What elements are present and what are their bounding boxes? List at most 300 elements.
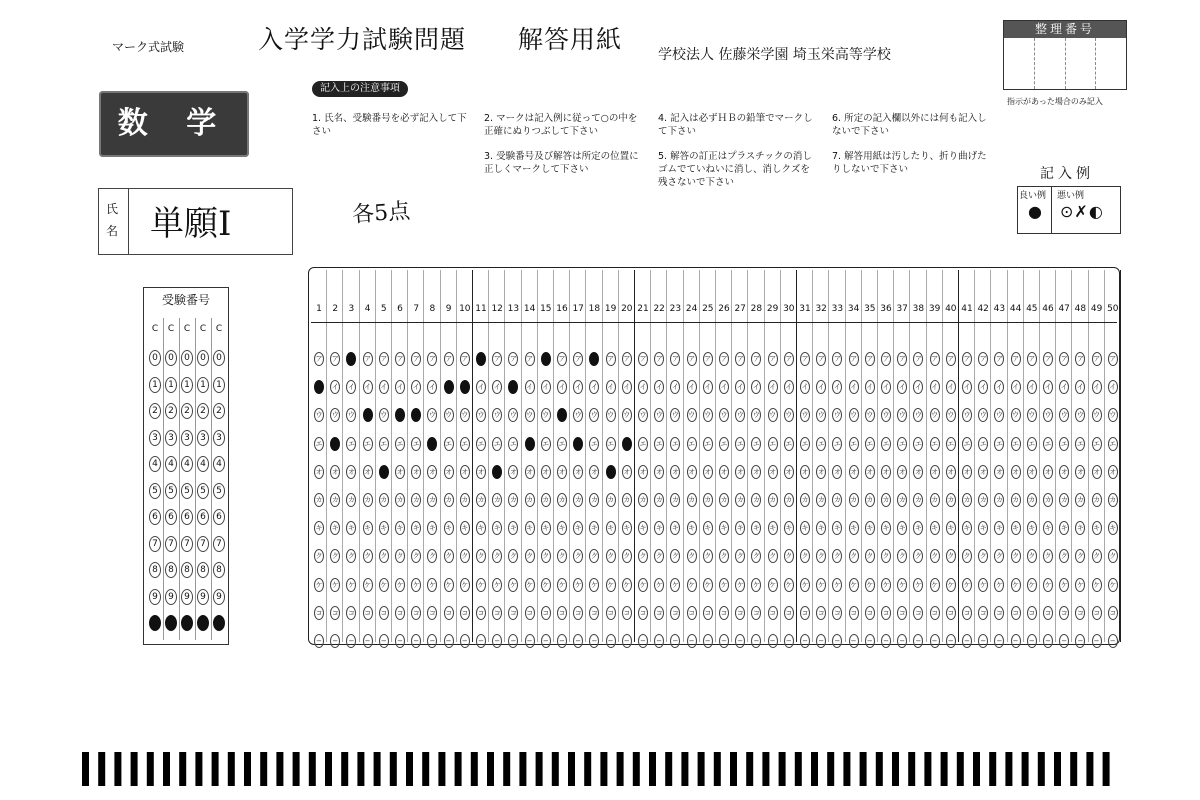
answer-bubble[interactable]: カ (654, 493, 664, 507)
exam-digit-bubble[interactable]: 8 (149, 562, 161, 578)
answer-bubble[interactable]: − (589, 634, 599, 648)
answer-bubble[interactable]: − (719, 634, 729, 648)
answer-bubble[interactable]: オ (1059, 465, 1069, 479)
answer-bubble[interactable]: イ (978, 380, 988, 394)
answer-bubble[interactable]: ク (460, 549, 470, 563)
answer-bubble[interactable]: エ (379, 437, 389, 451)
answer-bubble[interactable]: − (1108, 634, 1118, 648)
answer-bubble[interactable]: オ (638, 465, 648, 479)
answer-bubble[interactable]: オ (508, 465, 518, 479)
answer-bubble[interactable]: オ (962, 465, 972, 479)
answer-bubble[interactable]: ア (881, 352, 891, 366)
answer-bubble[interactable]: ケ (411, 578, 421, 592)
answer-bubble[interactable]: オ (768, 465, 778, 479)
answer-bubble[interactable]: オ (314, 465, 324, 479)
answer-bubble[interactable]: エ (330, 437, 340, 451)
answer-bubble[interactable]: イ (670, 380, 680, 394)
answer-bubble[interactable]: カ (557, 493, 567, 507)
answer-bubble[interactable]: ク (1011, 549, 1021, 563)
answer-bubble[interactable]: カ (444, 493, 454, 507)
answer-bubble[interactable]: カ (638, 493, 648, 507)
answer-bubble[interactable]: エ (508, 437, 518, 451)
exam-digit-bubble[interactable]: 9 (197, 589, 209, 605)
answer-bubble[interactable]: コ (913, 606, 923, 620)
answer-bubble[interactable]: ア (654, 352, 664, 366)
answer-bubble[interactable]: ウ (589, 408, 599, 422)
answer-bubble[interactable]: カ (476, 493, 486, 507)
answer-bubble[interactable]: イ (719, 380, 729, 394)
answer-bubble[interactable]: − (460, 634, 470, 648)
answer-bubble[interactable]: ア (994, 352, 1004, 366)
answer-bubble[interactable]: コ (573, 606, 583, 620)
answer-bubble[interactable]: エ (492, 437, 502, 451)
answer-bubble[interactable]: エ (703, 437, 713, 451)
exam-digit-bubble[interactable]: 8 (197, 562, 209, 578)
answer-bubble[interactable]: ク (768, 549, 778, 563)
exam-digit-bubble[interactable]: 1 (197, 377, 209, 393)
exam-digit-bubble[interactable]: 8 (181, 562, 193, 578)
answer-bubble[interactable]: オ (557, 465, 567, 479)
answer-bubble[interactable]: − (638, 634, 648, 648)
answer-bubble[interactable]: ク (1092, 549, 1102, 563)
answer-bubble[interactable]: コ (670, 606, 680, 620)
answer-bubble[interactable]: カ (881, 493, 891, 507)
answer-bubble[interactable]: ア (735, 352, 745, 366)
answer-bubble[interactable]: コ (1059, 606, 1069, 620)
answer-bubble[interactable]: オ (379, 465, 389, 479)
answer-bubble[interactable]: − (670, 634, 680, 648)
answer-bubble[interactable]: − (330, 634, 340, 648)
answer-bubble[interactable]: ク (751, 549, 761, 563)
answer-bubble[interactable]: ア (1011, 352, 1021, 366)
answer-bubble[interactable]: カ (751, 493, 761, 507)
answer-bubble[interactable]: エ (768, 437, 778, 451)
answer-bubble[interactable]: コ (946, 606, 956, 620)
answer-bubble[interactable]: キ (411, 521, 421, 535)
answer-bubble[interactable]: ア (395, 352, 405, 366)
answer-bubble[interactable]: コ (427, 606, 437, 620)
answer-bubble[interactable]: ク (849, 549, 859, 563)
answer-bubble[interactable]: カ (395, 493, 405, 507)
answer-bubble[interactable]: ウ (476, 408, 486, 422)
answer-bubble[interactable]: オ (913, 465, 923, 479)
exam-digit-bubble[interactable]: 7 (165, 536, 177, 552)
answer-bubble[interactable]: ウ (379, 408, 389, 422)
answer-bubble[interactable]: キ (427, 521, 437, 535)
answer-bubble[interactable]: ケ (557, 578, 567, 592)
answer-bubble[interactable]: ウ (1075, 408, 1085, 422)
answer-bubble[interactable]: イ (573, 380, 583, 394)
answer-bubble[interactable]: イ (1108, 380, 1118, 394)
answer-bubble[interactable]: イ (638, 380, 648, 394)
answer-bubble[interactable]: ク (1075, 549, 1085, 563)
answer-bubble[interactable]: ク (816, 549, 826, 563)
answer-bubble[interactable]: エ (832, 437, 842, 451)
answer-bubble[interactable]: カ (703, 493, 713, 507)
answer-bubble[interactable]: カ (427, 493, 437, 507)
answer-bubble[interactable]: イ (606, 380, 616, 394)
answer-bubble[interactable]: − (962, 634, 972, 648)
answer-bubble[interactable]: カ (978, 493, 988, 507)
answer-bubble[interactable]: コ (768, 606, 778, 620)
answer-bubble[interactable]: − (363, 634, 373, 648)
answer-bubble[interactable]: ア (865, 352, 875, 366)
exam-digit-bubble[interactable]: 1 (181, 377, 193, 393)
answer-bubble[interactable]: ウ (363, 408, 373, 422)
answer-bubble[interactable]: キ (735, 521, 745, 535)
answer-bubble[interactable]: イ (994, 380, 1004, 394)
answer-bubble[interactable]: イ (800, 380, 810, 394)
answer-bubble[interactable]: ケ (768, 578, 778, 592)
answer-bubble[interactable]: カ (1043, 493, 1053, 507)
answer-bubble[interactable]: カ (735, 493, 745, 507)
answer-bubble[interactable]: ケ (784, 578, 794, 592)
answer-bubble[interactable]: ケ (946, 578, 956, 592)
answer-bubble[interactable]: ウ (411, 408, 421, 422)
answer-bubble[interactable]: カ (1075, 493, 1085, 507)
answer-bubble[interactable]: オ (881, 465, 891, 479)
answer-bubble[interactable]: ケ (606, 578, 616, 592)
answer-bubble[interactable]: − (1027, 634, 1037, 648)
exam-digit-bubble[interactable]: 4 (165, 456, 177, 472)
answer-bubble[interactable]: ウ (654, 408, 664, 422)
answer-bubble[interactable]: ア (784, 352, 794, 366)
answer-bubble[interactable]: カ (930, 493, 940, 507)
answer-bubble[interactable]: ウ (800, 408, 810, 422)
exam-digit-bubble[interactable]: 2 (181, 403, 193, 419)
answer-bubble[interactable]: ア (492, 352, 502, 366)
answer-bubble[interactable]: オ (719, 465, 729, 479)
answer-bubble[interactable]: ク (800, 549, 810, 563)
answer-bubble[interactable]: ク (865, 549, 875, 563)
answer-bubble[interactable]: カ (492, 493, 502, 507)
exam-digit-bubble[interactable]: 5 (181, 483, 193, 499)
answer-bubble[interactable]: ク (573, 549, 583, 563)
answer-bubble[interactable]: ク (735, 549, 745, 563)
answer-bubble[interactable]: コ (363, 606, 373, 620)
answer-bubble[interactable]: カ (363, 493, 373, 507)
answer-bubble[interactable]: イ (849, 380, 859, 394)
answer-bubble[interactable]: ア (476, 352, 486, 366)
answer-bubble[interactable]: ク (784, 549, 794, 563)
answer-bubble[interactable]: エ (395, 437, 405, 451)
answer-bubble[interactable]: ク (962, 549, 972, 563)
answer-bubble[interactable]: コ (622, 606, 632, 620)
answer-bubble[interactable]: エ (897, 437, 907, 451)
answer-bubble[interactable]: ア (346, 352, 356, 366)
exam-digit-bubble[interactable]: 7 (149, 536, 161, 552)
answer-bubble[interactable]: ア (363, 352, 373, 366)
answer-bubble[interactable]: ウ (606, 408, 616, 422)
answer-bubble[interactable]: − (654, 634, 664, 648)
answer-bubble[interactable]: イ (913, 380, 923, 394)
answer-bubble[interactable]: − (622, 634, 632, 648)
answer-bubble[interactable]: ケ (703, 578, 713, 592)
exam-digit-bubble[interactable]: 9 (165, 589, 177, 605)
exam-digit-bubble[interactable]: 5 (165, 483, 177, 499)
answer-bubble[interactable]: ア (460, 352, 470, 366)
answer-bubble[interactable]: イ (946, 380, 956, 394)
answer-bubble[interactable]: ウ (719, 408, 729, 422)
answer-bubble[interactable]: カ (768, 493, 778, 507)
answer-bubble[interactable]: カ (816, 493, 826, 507)
answer-bubble[interactable]: キ (314, 521, 324, 535)
answer-bubble[interactable]: − (946, 634, 956, 648)
exam-digit-bubble[interactable] (197, 615, 209, 631)
answer-bubble[interactable]: − (525, 634, 535, 648)
answer-bubble[interactable]: ウ (395, 408, 405, 422)
answer-bubble[interactable]: オ (541, 465, 551, 479)
answer-bubble[interactable]: ア (687, 352, 697, 366)
answer-bubble[interactable]: カ (784, 493, 794, 507)
exam-digit-bubble[interactable]: 0 (197, 350, 209, 366)
answer-bubble[interactable]: ケ (994, 578, 1004, 592)
answer-bubble[interactable]: キ (508, 521, 518, 535)
answer-bubble[interactable]: ウ (832, 408, 842, 422)
answer-bubble[interactable]: ケ (687, 578, 697, 592)
exam-digit-bubble[interactable]: 7 (181, 536, 193, 552)
answer-bubble[interactable]: オ (751, 465, 761, 479)
answer-bubble[interactable]: エ (427, 437, 437, 451)
answer-bubble[interactable]: キ (1059, 521, 1069, 535)
answer-bubble[interactable]: ア (703, 352, 713, 366)
answer-bubble[interactable]: カ (379, 493, 389, 507)
answer-bubble[interactable]: キ (1027, 521, 1037, 535)
answer-bubble[interactable]: オ (525, 465, 535, 479)
answer-bubble[interactable]: ク (1108, 549, 1118, 563)
answer-bubble[interactable]: エ (978, 437, 988, 451)
answer-bubble[interactable]: ケ (622, 578, 632, 592)
answer-bubble[interactable]: イ (508, 380, 518, 394)
answer-bubble[interactable]: コ (897, 606, 907, 620)
answer-bubble[interactable]: オ (395, 465, 405, 479)
answer-bubble[interactable]: − (849, 634, 859, 648)
answer-bubble[interactable]: イ (1092, 380, 1102, 394)
answer-bubble[interactable]: エ (541, 437, 551, 451)
answer-bubble[interactable]: オ (1043, 465, 1053, 479)
answer-bubble[interactable]: − (930, 634, 940, 648)
answer-bubble[interactable]: キ (622, 521, 632, 535)
answer-bubble[interactable]: オ (1108, 465, 1118, 479)
answer-bubble[interactable]: キ (460, 521, 470, 535)
answer-bubble[interactable]: ケ (800, 578, 810, 592)
answer-bubble[interactable]: エ (346, 437, 356, 451)
answer-bubble[interactable]: ケ (1059, 578, 1069, 592)
exam-digit-bubble[interactable]: 5 (149, 483, 161, 499)
answer-bubble[interactable]: ケ (1027, 578, 1037, 592)
answer-bubble[interactable]: カ (573, 493, 583, 507)
answer-bubble[interactable]: − (768, 634, 778, 648)
answer-bubble[interactable]: ク (476, 549, 486, 563)
answer-bubble[interactable]: − (379, 634, 389, 648)
answer-bubble[interactable]: カ (314, 493, 324, 507)
answer-bubble[interactable]: ア (670, 352, 680, 366)
answer-bubble[interactable]: コ (800, 606, 810, 620)
answer-bubble[interactable]: ア (946, 352, 956, 366)
answer-bubble[interactable]: ク (978, 549, 988, 563)
answer-bubble[interactable]: コ (1043, 606, 1053, 620)
answer-bubble[interactable]: キ (913, 521, 923, 535)
answer-bubble[interactable]: − (816, 634, 826, 648)
answer-bubble[interactable]: カ (865, 493, 875, 507)
exam-digit-bubble[interactable] (149, 615, 161, 631)
answer-bubble[interactable]: ク (638, 549, 648, 563)
answer-bubble[interactable]: コ (703, 606, 713, 620)
exam-digit-bubble[interactable]: 3 (165, 430, 177, 446)
answer-bubble[interactable]: コ (492, 606, 502, 620)
answer-bubble[interactable]: カ (508, 493, 518, 507)
answer-bubble[interactable]: キ (978, 521, 988, 535)
answer-bubble[interactable]: ク (881, 549, 891, 563)
answer-bubble[interactable]: ク (994, 549, 1004, 563)
answer-bubble[interactable]: オ (444, 465, 454, 479)
answer-bubble[interactable]: キ (881, 521, 891, 535)
answer-bubble[interactable]: ケ (508, 578, 518, 592)
answer-bubble[interactable]: カ (460, 493, 470, 507)
answer-bubble[interactable]: ア (800, 352, 810, 366)
answer-bubble[interactable]: エ (557, 437, 567, 451)
answer-bubble[interactable]: オ (346, 465, 356, 479)
answer-bubble[interactable]: ウ (492, 408, 502, 422)
answer-bubble[interactable]: カ (1108, 493, 1118, 507)
answer-bubble[interactable]: カ (622, 493, 632, 507)
answer-bubble[interactable]: − (881, 634, 891, 648)
answer-bubble[interactable]: ケ (476, 578, 486, 592)
answer-bubble[interactable]: ケ (1043, 578, 1053, 592)
answer-bubble[interactable]: カ (962, 493, 972, 507)
answer-bubble[interactable]: コ (638, 606, 648, 620)
answer-bubble[interactable]: ク (589, 549, 599, 563)
answer-bubble[interactable]: ク (930, 549, 940, 563)
answer-bubble[interactable]: エ (670, 437, 680, 451)
answer-bubble[interactable]: オ (816, 465, 826, 479)
answer-bubble[interactable]: イ (427, 380, 437, 394)
answer-bubble[interactable]: − (444, 634, 454, 648)
answer-bubble[interactable]: コ (1027, 606, 1037, 620)
exam-digit-bubble[interactable]: 2 (165, 403, 177, 419)
answer-bubble[interactable]: カ (946, 493, 956, 507)
answer-bubble[interactable]: オ (363, 465, 373, 479)
answer-bubble[interactable]: コ (719, 606, 729, 620)
answer-bubble[interactable]: エ (573, 437, 583, 451)
answer-bubble[interactable]: コ (411, 606, 421, 620)
answer-bubble[interactable]: キ (930, 521, 940, 535)
answer-bubble[interactable]: オ (930, 465, 940, 479)
exam-digit-bubble[interactable]: 1 (213, 377, 225, 393)
answer-bubble[interactable]: イ (768, 380, 778, 394)
answer-bubble[interactable]: ウ (784, 408, 794, 422)
answer-bubble[interactable]: ウ (687, 408, 697, 422)
answer-bubble[interactable]: イ (379, 380, 389, 394)
answer-bubble[interactable]: エ (1059, 437, 1069, 451)
answer-bubble[interactable]: − (492, 634, 502, 648)
answer-bubble[interactable]: コ (962, 606, 972, 620)
answer-bubble[interactable]: ウ (1092, 408, 1102, 422)
answer-bubble[interactable]: コ (832, 606, 842, 620)
answer-bubble[interactable]: キ (670, 521, 680, 535)
answer-bubble[interactable]: キ (865, 521, 875, 535)
answer-bubble[interactable]: キ (703, 521, 713, 535)
answer-bubble[interactable]: カ (411, 493, 421, 507)
answer-bubble[interactable]: ア (638, 352, 648, 366)
answer-bubble[interactable]: ケ (427, 578, 437, 592)
answer-bubble[interactable]: オ (865, 465, 875, 479)
answer-bubble[interactable]: キ (379, 521, 389, 535)
exam-digit-bubble[interactable]: 9 (213, 589, 225, 605)
answer-bubble[interactable]: ア (557, 352, 567, 366)
answer-bubble[interactable]: コ (589, 606, 599, 620)
answer-bubble[interactable]: イ (460, 380, 470, 394)
answer-bubble[interactable]: ケ (346, 578, 356, 592)
answer-bubble[interactable]: ア (816, 352, 826, 366)
answer-bubble[interactable]: オ (784, 465, 794, 479)
seiri-number-cells[interactable] (1004, 38, 1126, 89)
answer-bubble[interactable]: カ (525, 493, 535, 507)
answer-bubble[interactable]: ク (703, 549, 713, 563)
answer-bubble[interactable]: エ (865, 437, 875, 451)
answer-bubble[interactable]: オ (1027, 465, 1037, 479)
answer-bubble[interactable]: ア (832, 352, 842, 366)
answer-bubble[interactable]: オ (492, 465, 502, 479)
answer-bubble[interactable]: オ (573, 465, 583, 479)
answer-bubble[interactable]: ア (314, 352, 324, 366)
answer-bubble[interactable]: コ (1011, 606, 1021, 620)
answer-bubble[interactable]: オ (1011, 465, 1021, 479)
answer-bubble[interactable]: ア (427, 352, 437, 366)
answer-bubble[interactable]: ウ (946, 408, 956, 422)
answer-bubble[interactable]: エ (800, 437, 810, 451)
answer-bubble[interactable]: ケ (751, 578, 761, 592)
answer-bubble[interactable]: ク (557, 549, 567, 563)
answer-bubble[interactable]: カ (670, 493, 680, 507)
answer-bubble[interactable]: コ (978, 606, 988, 620)
answer-bubble[interactable]: − (557, 634, 567, 648)
exam-digit-bubble[interactable] (213, 615, 225, 631)
answer-bubble[interactable]: エ (363, 437, 373, 451)
answer-bubble[interactable]: ク (330, 549, 340, 563)
answer-bubble[interactable]: イ (557, 380, 567, 394)
exam-digit-bubble[interactable]: 6 (197, 509, 209, 525)
answer-bubble[interactable]: イ (1011, 380, 1021, 394)
answer-bubble[interactable]: ケ (816, 578, 826, 592)
exam-digit-bubble[interactable] (181, 615, 193, 631)
answer-bubble[interactable]: ク (606, 549, 616, 563)
answer-bubble[interactable]: − (411, 634, 421, 648)
answer-bubble[interactable]: ケ (589, 578, 599, 592)
answer-bubble[interactable]: ケ (492, 578, 502, 592)
answer-bubble[interactable]: イ (881, 380, 891, 394)
answer-bubble[interactable]: イ (476, 380, 486, 394)
answer-bubble[interactable]: − (541, 634, 551, 648)
answer-bubble[interactable]: カ (800, 493, 810, 507)
answer-bubble[interactable]: キ (638, 521, 648, 535)
answer-bubble[interactable]: カ (719, 493, 729, 507)
answer-bubble[interactable]: ア (411, 352, 421, 366)
answer-bubble[interactable]: − (1043, 634, 1053, 648)
answer-bubble[interactable]: エ (411, 437, 421, 451)
answer-bubble[interactable]: キ (849, 521, 859, 535)
answer-bubble[interactable]: ケ (832, 578, 842, 592)
answer-bubble[interactable]: キ (444, 521, 454, 535)
answer-bubble[interactable]: キ (719, 521, 729, 535)
answer-bubble[interactable]: イ (816, 380, 826, 394)
answer-bubble[interactable]: ケ (1092, 578, 1102, 592)
answer-bubble[interactable]: ウ (427, 408, 437, 422)
answer-bubble[interactable]: エ (1027, 437, 1037, 451)
exam-digit-bubble[interactable] (165, 615, 177, 631)
answer-bubble[interactable]: ケ (363, 578, 373, 592)
answer-bubble[interactable]: キ (606, 521, 616, 535)
